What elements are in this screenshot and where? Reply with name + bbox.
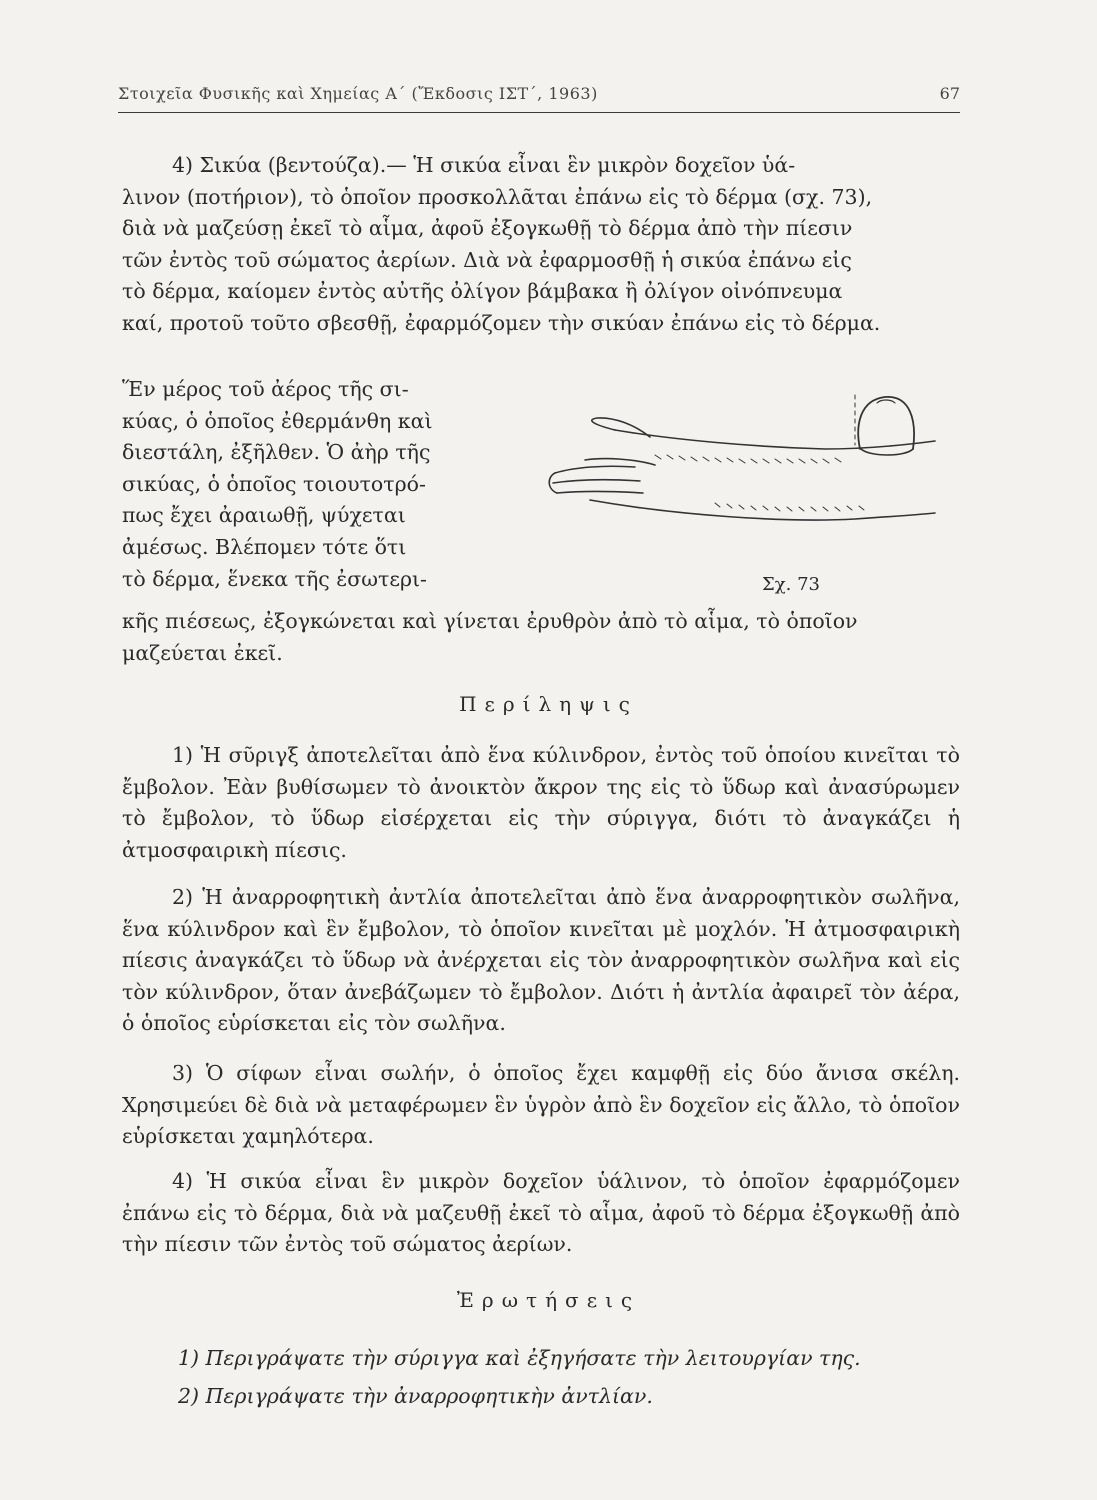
closing-line: κῆς πιέσεως, ἐξογκώνεται καὶ γίνεται ἐρυθρὸν ἀπὸ τὸ αἷμα, τὸ ὁποῖον bbox=[122, 609, 858, 633]
summary-item-4: 4) Ἡ σικύα εἶναι ἓν μικρὸν δοχεῖον ὑάλινον, τὸ ὁποῖον ἐφαρμόζομεν ἐπάνω εἰς τὸ δέρμα, διὰ νὰ μαζευθῇ ἐκεῖ τὸ αἷμα, ἀφοῦ τὸ δέρμα ἐξογκωθῇ ἀπὸ τὴν πίεσιν τῶν ἐντὸς τοῦ σώματος ἀερίων. bbox=[122, 1169, 960, 1257]
summary-item-3: 3) Ὁ σίφων εἶναι σωλήν, ὁ ὁποῖος ἔχει καμφθῇ εἰς δύο ἄνισα σκέλη. Χρησιμεύει δὲ διὰ νὰ μεταφέρωμεν ἓν ὑγρὸν ἀπὸ ἓν δοχεῖον εἰς ἄλλο, τὸ ὁποῖον εὑρίσκεται χαμηλότερα. bbox=[122, 1061, 960, 1149]
cup-highlight bbox=[877, 400, 895, 403]
question-2: 2) Περιγράψατε τὴν ἀναρροφητικὴν ἀντλίαν. bbox=[178, 1384, 653, 1408]
summary-item-2: 2) Ἡ ἀναρροφητικὴ ἀντλία ἀποτελεῖται ἀπὸ ἕνα ἀναρροφητικὸν σωλῆνα, ἕνα κύλινδρον καὶ ἓν ἔμβολον, τὸ ὁποῖον κινεῖται μὲ μοχλόν. Ἡ ἀτμοσφαιρικὴ πίεσις ἀναγκάζει τὸ ὕδωρ νὰ ἀνέρχεται εἰς τὸν ἀναρροφητικὸν σωλῆνα καὶ εἰς τὸν κύλινδρον, ὅταν ἀνεβάζωμεν τὸ ἔμβολον. Διότι ἡ ἀντλία ἀφαιρεῖ τὸν ἀέρα, ὁ ὁποῖος εὑρίσκεται εἰς τὸν σωλῆνα. bbox=[122, 885, 960, 1036]
summary-heading: Περίληψις bbox=[459, 692, 638, 716]
arm-upper-contour bbox=[615, 430, 935, 449]
intro-closing bbox=[122, 606, 960, 669]
intro-line: λινον (ποτήριον), τὸ ὁποῖον προσκολλᾶται ἐπάνω εἰς τὸ δέρμα (σχ. 73), bbox=[122, 184, 873, 209]
running-header bbox=[118, 82, 960, 113]
intro-paragraph bbox=[122, 150, 960, 340]
cup-body bbox=[858, 397, 914, 449]
intro-line: τὸ δέρμα, καίομεν ἐντὸς αὐτῆς ὀλίγον βάμβακα ἢ ὀλίγον οἰνόπνευμα bbox=[122, 279, 843, 304]
finger-curl-2 bbox=[553, 480, 640, 483]
wrap-line: Ἕν μέρος τοῦ ἀέρος τῆς σι- bbox=[122, 377, 409, 401]
closing-line: μαζεύεται ἐκεῖ. bbox=[122, 640, 283, 665]
wrap-line: κύας, ὁ ὁποῖος ἐθερμάνθη καὶ bbox=[122, 408, 433, 433]
wrap-line: ἀμέσως. Βλέπομεν τότε ὅτι bbox=[122, 534, 407, 559]
wrap-line: σικύας, ὁ ὁποῖος τοιουτοτρό- bbox=[122, 471, 426, 496]
skin-hatching-bottom bbox=[715, 503, 864, 511]
wrap-line: διεστάλη, ἐξῆλθεν. Ὁ ἀὴρ τῆς bbox=[122, 440, 431, 465]
question-1: 1) Περιγράψατε τὴν σύριγγα καὶ ἐξηγήσατε τὴν λειτουργίαν της. bbox=[178, 1346, 861, 1370]
cup-rim bbox=[861, 449, 913, 455]
figure-caption: Σχ. 73 bbox=[762, 574, 820, 595]
intro-line: τῶν ἐντὸς τοῦ σώματος ἀερίων. Διὰ νὰ ἐφαρμοσθῇ ἡ σικύα ἐπάνω εἰς bbox=[122, 247, 852, 272]
wrap-line: τὸ δέρμα, ἕνεκα τῆς ἐσωτερι- bbox=[122, 566, 427, 591]
summary-item-1: 1) Ἡ σῦριγξ ἀποτελεῖται ἀπὸ ἕνα κύλινδρον, ἐντὸς τοῦ ὁποίου κινεῖται τὸ ἔμβολον. Ἐὰν βυθίσωμεν τὸ ἀνοικτὸν ἄκρον της εἰς τὸ ὕδωρ καὶ ἀνασύρωμεν τὸ ἔμβολον, τὸ ὕδωρ εἰσέρχεται εἰς τὴν σύριγγα, διότι τὸ ἀναγκάζει ἡ ἀτμοσφαιρικὴ πίεσις. bbox=[122, 743, 960, 862]
finger-curl-1 bbox=[555, 466, 635, 473]
figure-wrap-text bbox=[122, 374, 502, 595]
intro-line: 4) Σικύα (βεντούζα).— Ἡ σικύα εἶναι ἓν μικρὸν δοχεῖον ὑά- bbox=[172, 153, 796, 177]
finger-curl-3 bbox=[557, 492, 643, 494]
wrap-line: πως ἔχει ἀραιωθῇ, ψύχεται bbox=[122, 503, 406, 528]
thumb bbox=[585, 459, 655, 465]
questions-heading: Ἐρωτήσεις bbox=[456, 1288, 641, 1312]
intro-line: διὰ νὰ μαζεύσῃ ἐκεῖ τὸ αἷμα, ἀφοῦ ἐξογκωθῇ τὸ δέρμα ἀπὸ τὴν πίεσιν bbox=[122, 216, 853, 241]
page-number: 67 bbox=[939, 84, 960, 103]
skin-hatching-top bbox=[655, 455, 841, 463]
intro-line: καί, προτοῦ τοῦτο σβεσθῇ, ἐφαρμόζομεν τὴν σικύαν ἐπάνω εἰς τὸ δέρμα. bbox=[122, 310, 881, 335]
figure-73-cupping-glass bbox=[525, 385, 945, 585]
arm-with-cup-illustration bbox=[525, 385, 945, 585]
header-title: Στοιχεῖα Φυσικῆς καὶ Χημείας Α΄ (Ἔκδοσις ΙΣΤ΄, 1963) bbox=[118, 84, 598, 103]
arm-lower-contour bbox=[590, 500, 935, 520]
